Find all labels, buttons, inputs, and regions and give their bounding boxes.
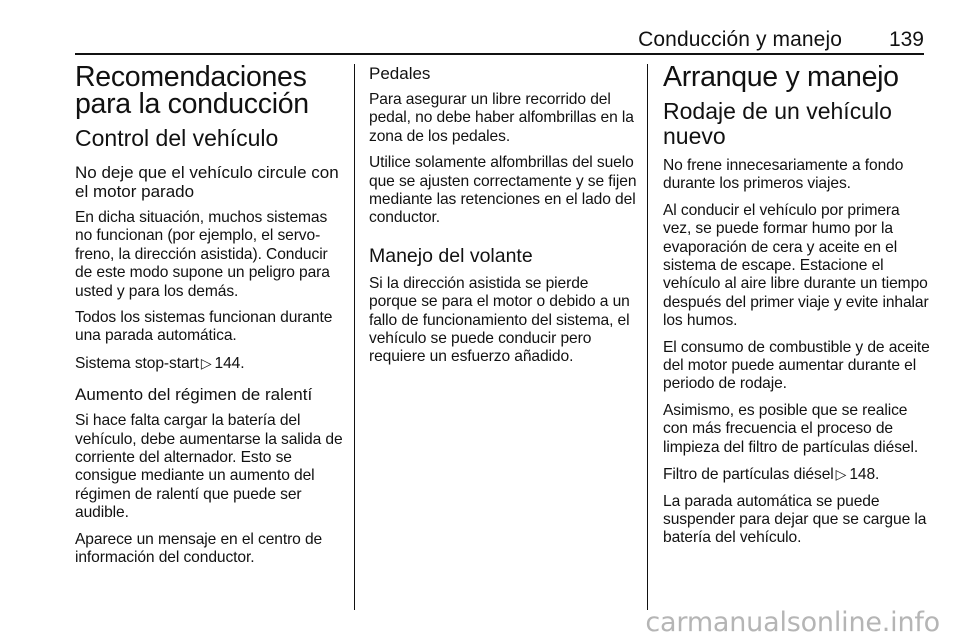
running-header-title: Conducción y manejo [638,28,842,51]
cross-ref-label: Filtro de partículas diésel [663,466,834,484]
heading-engine-off-coasting: No deje que el vehículo circule con el motor parado [75,163,339,201]
paragraph-dpf-ref [663,465,931,484]
watermark-text: carmanualsonline.info [645,607,940,638]
subsection-title-steering: Manejo del volante [369,244,533,267]
subsection-title-vehicle-control: Control del vehículo [75,125,279,151]
paragraph-pedal-clearance: Para asegurar un libre recorrido del pedal, no debe haber alfombrillas en la zona de los pedales. [369,91,634,145]
paragraph-smoke-exhaust: Al conducir el vehículo por primera vez, se puede formar humo por la evaporación de cera y aceite en el sistema de escape. Estacione el vehículo al aire libre durante un tiempo después del primer viaje y evite inhalar los humos. [663,201,929,330]
cross-ref-label: Sistema stop-start [75,354,199,372]
section-title-starting-operating: Arranque y manejo [663,61,899,93]
header-divider [75,53,924,55]
section-title-driving-recommendations: Recomendaciones para la conducción [75,61,309,120]
arrow-right-icon: ▷ [835,466,847,483]
cross-ref-page-link[interactable]: 144. [214,354,245,372]
paragraph-floor-mats: Utilice solamente alfombrillas del suelo que se ajusten correctamente y se fijen mediante las retenciones en el lado del conductor. [369,154,637,227]
arrow-right-icon: ▷ [200,354,212,371]
paragraph-dpf-cleaning: Asimismo, es posible que se realice con más frecuencia el proceso de limpieza del filtro de partículas diésel. [663,401,919,456]
cross-ref-page-link[interactable]: 148. [849,466,880,484]
heading-pedals: Pedales [369,64,431,83]
paragraph-power-steering-loss: Si la dirección asistida se pierde porque se para el motor o debido a un fallo de funcionamiento del sistema, el vehículo se puede conducir pero requiere un esfuerzo añadido. [369,274,630,366]
paragraph-driver-info-message: Aparece un mensaje en el centro de información del conductor. [75,530,323,567]
page-header [0,27,960,53]
heading-idle-speed-increase: Aumento del régimen de ralentí [75,385,313,405]
paragraph-systems-not-working: En dicha situación, muchos sistemas no funcionan (por ejemplo, el servo-freno, la dirección asistida). Conducir de este modo supone un peligro para usted y para los demás. [75,209,330,300]
paragraph-stop-start-ref [75,354,343,373]
paragraph-autostop-systems: Todos los sistemas funcionan durante una parada automática. [75,309,333,345]
column-1 [75,61,343,568]
paragraph-fuel-oil-consumption: El consumo de combustible y de aceite del motor puede aumentar durante el periodo de rodaje. [663,338,930,393]
subsection-title-break-in: Rodaje de un vehículo nuevo [663,98,892,149]
page-number: 139 [888,28,924,51]
paragraph-braking-first-trips: No frene innecesariamente a fondo durante los primeros viajes. [663,157,904,193]
paragraph-battery-charge: Si hace falta cargar la batería del vehículo, debe aumentarse la salida de corriente del alternador. Esto se consigue mediante un aumento del régimen de ralentí que puede ser audible. [75,412,343,522]
column-2 [369,64,637,367]
column-divider-2 [647,64,648,610]
column-divider-1 [354,64,355,610]
column-3 [663,61,931,548]
paragraph-autostop-suspend: La parada automática se puede suspender para dejar que se cargue la batería del vehículo. [663,492,927,547]
